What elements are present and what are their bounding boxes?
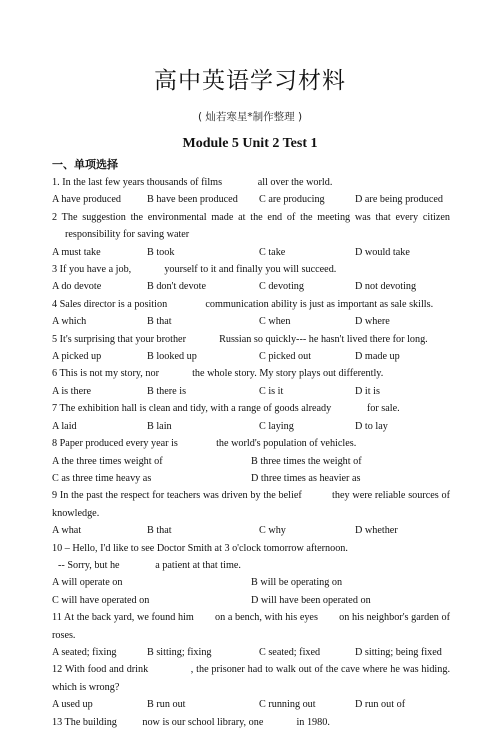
document-subtitle: ( 灿若寒星*制作整理 ) [197,111,303,123]
option: C are producing [259,194,325,206]
options-row [52,191,450,208]
option: B lain [147,420,172,432]
option: A will operate on [52,577,123,589]
option: B sitting; fixing [147,646,212,658]
options-row [52,383,450,400]
option: A seated; fixing [52,646,117,658]
options-row [52,244,450,261]
option: D made up [355,351,400,363]
question-stem: 3 If you have a job, yourself to it and finally you will succeed. [52,264,337,276]
option: A is there [52,385,92,397]
option: C why [259,525,286,537]
question-stem: 2 The suggestion the environmental made at the end of the meeting was that every citizen responsibility for saving water [52,211,453,241]
document-title: 高中英语学习材料 [154,68,346,94]
option: B there is [147,385,187,397]
option: A which [52,316,87,328]
section-heading: 一、单项选择 [52,158,118,171]
question-stem: 7 The exhibition hall is clean and tidy, with a range of goods already for sale. [52,403,400,415]
option: C take [259,246,286,258]
options-row [52,696,450,713]
option: A must take [52,246,101,258]
option: D whether [355,525,398,537]
option: B looked up [147,351,197,363]
question-stem-reply: -- Sorry, but he a patient at that time. [58,559,241,571]
options-row [52,574,450,591]
question-stem: 6 This is not my story, nor the whole story. My story plays out differently. [52,368,384,380]
option: A the three times weight of [52,455,163,467]
options-row [52,313,450,330]
option: D would take [355,246,410,258]
option: A do devote [52,281,102,293]
question-stem: 13 The building now is our school library, one in 1980. [52,716,330,728]
question-stem: 9 In the past the respect for teachers was driven by the belief they were reliable sources of knowledge. [52,490,453,519]
options-row [52,278,450,295]
option: B that [147,316,172,328]
option: D to lay [355,420,388,432]
option: C picked out [259,351,312,363]
options-row [52,470,450,487]
options-row [52,522,450,539]
question-stem: 11 At the back yard, we found him on a bench, with his eyes on his neighbor's garden of roses. [52,612,453,641]
option: B have been produced [147,194,238,206]
option: B run out [147,699,186,711]
option: B that [147,525,172,537]
options-row [52,453,450,470]
option: C running out [259,699,316,711]
option: D not devoting [355,281,417,293]
option: A laid [52,420,77,432]
option: D where [355,316,390,328]
question-stem: 1. In the last few years thousands of films all over the world. [52,177,333,188]
option: A what [52,525,82,537]
options-row [52,418,450,435]
question-stem: 12 With food and drink , the prisoner had to walk out of the cave where he was hiding. which is wrong? [52,664,453,693]
question-list [52,174,453,731]
question-stem: 8 Paper produced every year is the world's population of vehicles. [52,438,357,450]
options-row [52,348,450,365]
option: B will be operating on [251,577,343,589]
option: C when [259,316,291,328]
option: C will have operated on [52,594,150,606]
option: D are being produced [355,194,443,206]
option: A used up [52,699,93,711]
question-stem: 5 It's surprising that your brother Russian so quickly--- he hasn't lived there for long. [52,333,428,345]
question-stem: 10 – Hello, I'd like to see Doctor Smith at 3 o'clock tomorrow afternoon. [52,542,348,554]
options-row [52,592,450,609]
option: D sitting; being fixed [355,646,442,658]
option: B don't devote [147,281,206,293]
test-title: Module 5 Unit 2 Test 1 [182,136,318,151]
option: C devoting [259,281,304,293]
option: C laying [259,420,294,432]
option: C is it [259,385,284,397]
option: D run out of [355,699,406,711]
option: C as three time heavy as [52,472,152,484]
options-row [52,644,450,661]
option: D will have been operated on [251,594,371,606]
option: B took [147,246,175,258]
option: D it is [355,385,380,397]
option: D three times as heavier as [251,472,361,484]
option: B three times the weight of [251,455,362,467]
question-stem: 4 Sales director is a position communication ability is just as important as sale skills. [52,298,434,310]
option: A have produced [52,194,122,206]
option: C seated; fixed [259,646,321,658]
option: A picked up [52,351,102,363]
